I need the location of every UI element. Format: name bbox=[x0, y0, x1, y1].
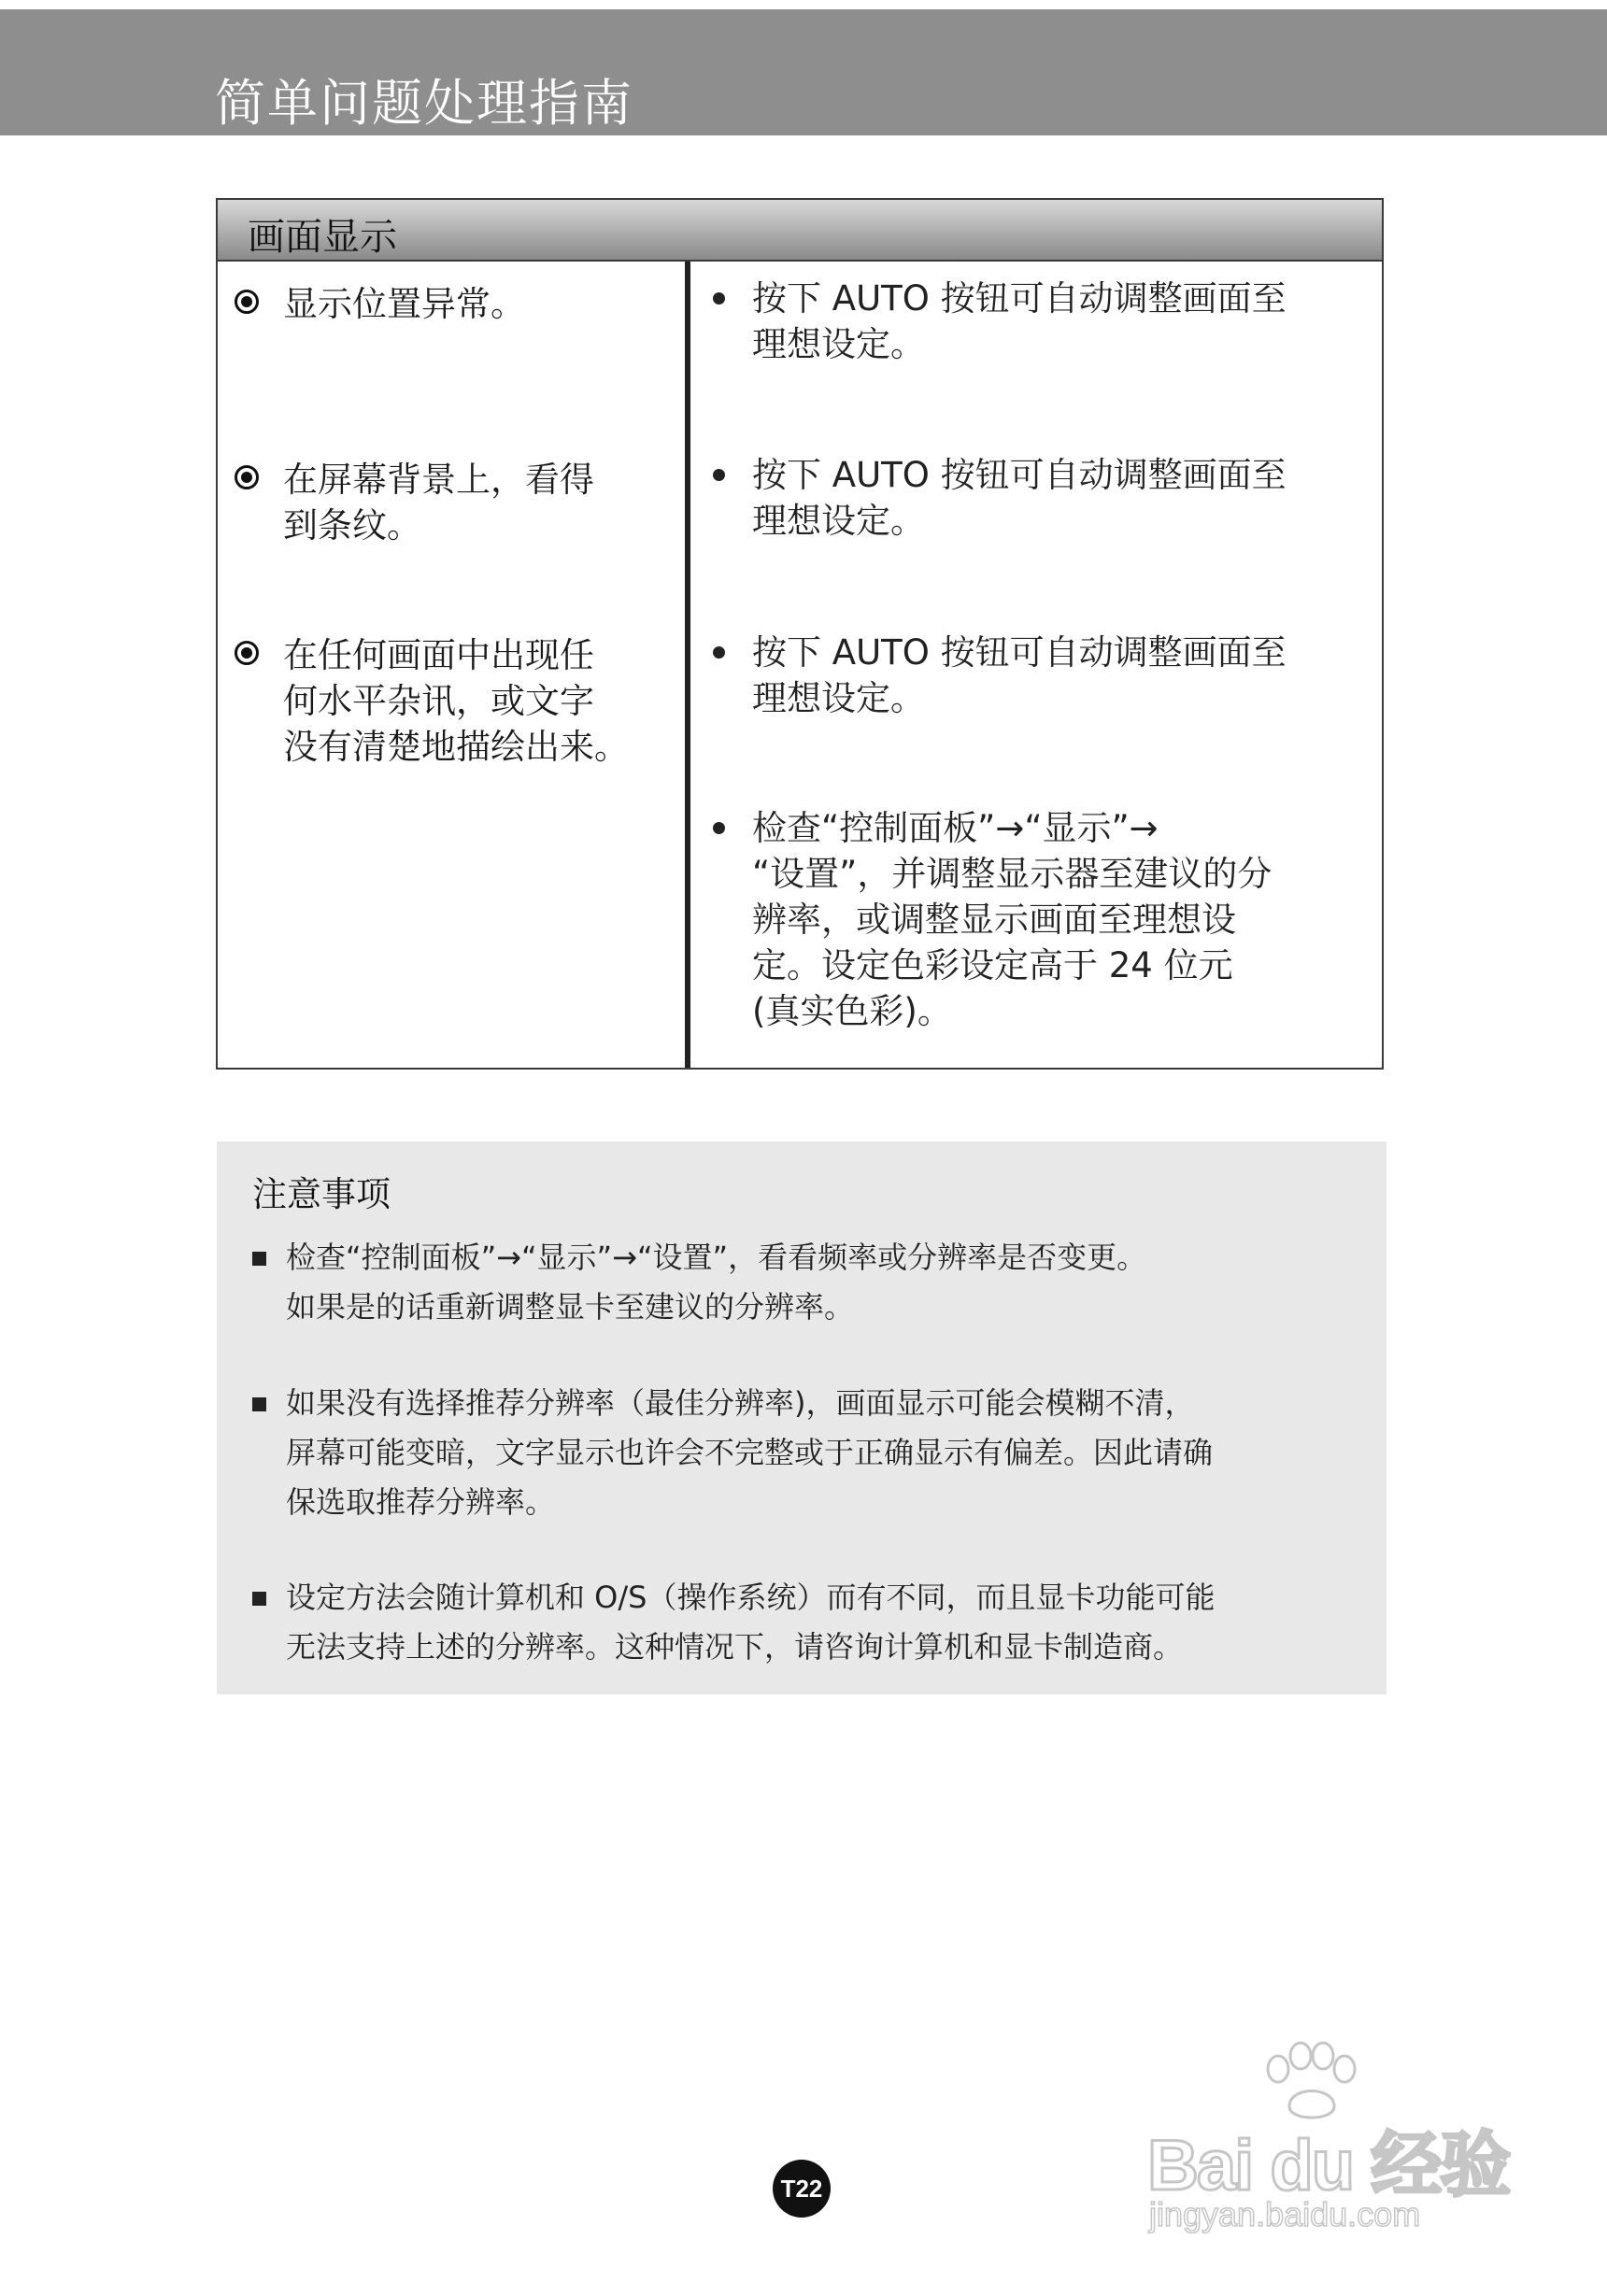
page-number: T22 bbox=[773, 2160, 831, 2218]
table-header bbox=[218, 200, 1382, 262]
section-title: 画面显示 bbox=[248, 216, 397, 259]
square-bullet-icon bbox=[252, 1397, 266, 1411]
solution-text: 按下 AUTO 按钮可自动调整画面至 理想设定。 bbox=[752, 455, 1287, 541]
watermark-url: jingyan.baidu.com bbox=[1149, 2195, 1421, 2233]
header-bar bbox=[0, 9, 1607, 135]
column-divider bbox=[685, 262, 690, 1068]
notes-title: 注意事项 bbox=[252, 1174, 391, 1214]
note-text: 设定方法会随计算机和 O/S（操作系统）而有不同，而且显卡功能可能 无法支持上述的分辨率。这种情况下，请咨询计算机和显卡制造商。 bbox=[286, 1580, 1216, 1665]
notes-box bbox=[217, 1141, 1387, 1694]
note-text: 如果没有选择推荐分辨率（最佳分辨率)，画面显示可能会模糊不清， 屏幕可能变暗，文字显示也许会不完整或于正确显示有偏差。因此请确 保选取推荐分辨率。 bbox=[286, 1385, 1214, 1520]
bullet-dot-icon bbox=[713, 646, 725, 659]
bullet-dot-icon bbox=[713, 822, 725, 834]
circle-bullet-icon bbox=[235, 290, 259, 314]
circle-bullet-icon bbox=[235, 465, 259, 489]
square-bullet-icon bbox=[252, 1252, 266, 1266]
solution-text: 按下 AUTO 按钮可自动调整画面至 理想设定。 bbox=[752, 278, 1287, 364]
solution-text: 检查“控制面板”→“显示”→ “设置”，并调整显示器至建议的分 辨率，或调整显示画面至理想设 定。设定色彩设定高于 24 位元 (真实色彩)。 bbox=[752, 808, 1273, 1031]
bullet-dot-icon bbox=[713, 469, 725, 481]
watermark-logo: Bai du 经验 bbox=[1147, 2126, 1510, 2205]
note-text: 检查“控制面板”→“显示”→“设置”，看看频率或分辨率是否变更。 如果是的话重新调整显卡至建议的分辨率。 bbox=[286, 1240, 1147, 1325]
problem-text: 在任何画面中出现任 何水平杂讯，或文字 没有清楚地描绘出来。 bbox=[283, 635, 629, 767]
circle-bullet-icon bbox=[235, 641, 259, 665]
bullet-dot-icon bbox=[713, 292, 725, 305]
problem-text: 显示位置异常。 bbox=[283, 284, 525, 324]
square-bullet-icon bbox=[252, 1592, 266, 1606]
problem-text: 在屏幕背景上，看得 到条纹。 bbox=[283, 460, 594, 546]
troubleshooting-table bbox=[216, 198, 1384, 1070]
solution-text: 按下 AUTO 按钮可自动调整画面至 理想设定。 bbox=[752, 632, 1287, 718]
baidu-watermark bbox=[1112, 2041, 1514, 2237]
page-title: 简单问题处理指南 bbox=[215, 74, 633, 133]
